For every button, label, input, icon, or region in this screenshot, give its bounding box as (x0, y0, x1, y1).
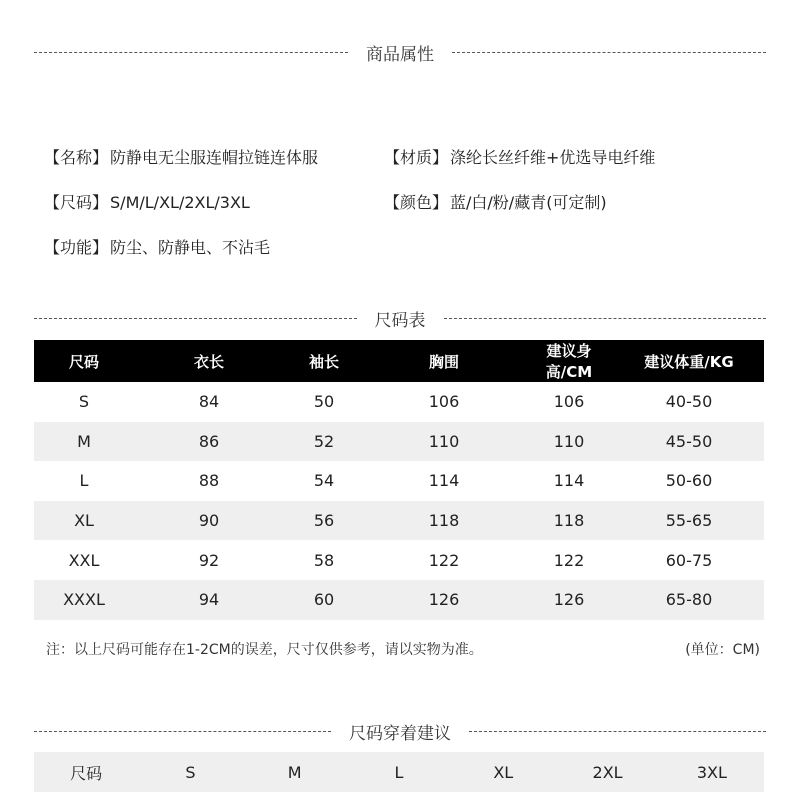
divider-right (444, 318, 767, 319)
header-height: 建议身高/CM (524, 340, 614, 382)
cell-sleeve: 52 (284, 422, 364, 462)
cell-length: 84 (198, 392, 220, 412)
size-chart-title: 尺码表 (374, 310, 426, 331)
header-length: 衣长 (134, 340, 284, 382)
recommendation-label: 尺码 (70, 763, 103, 783)
divider-right (452, 52, 766, 53)
size-recommendation-table (34, 752, 764, 792)
attr-size-label: 【尺码】 (44, 193, 109, 212)
cell-height: 118 (524, 501, 614, 541)
cell-chest: 110 (364, 422, 524, 462)
attributes-section-header (34, 37, 766, 67)
cell-sleeve: 58 (313, 550, 335, 570)
recommendation-size: L (394, 762, 404, 782)
recommendation-row (34, 752, 764, 792)
recommendation-title: 尺码穿着建议 (349, 723, 451, 744)
cell-weight: 55-65 (614, 501, 764, 541)
header-chest: 胸围 (364, 340, 524, 382)
cell-height: 114 (553, 471, 585, 491)
cell-size: L (79, 471, 89, 491)
cell-length: 92 (198, 550, 220, 570)
size-chart-section-header (34, 303, 766, 333)
recommendation-size: M (287, 762, 302, 782)
attr-material-label: 【材质】 (384, 148, 449, 167)
table-row (34, 422, 764, 462)
cell-chest: 122 (428, 550, 460, 570)
size-chart-table (34, 340, 764, 620)
cell-length: 88 (198, 471, 220, 491)
attr-material-value: 涤纶长丝纤维+优选导电纤维 (450, 148, 656, 167)
attributes-title: 商品属性 (366, 44, 434, 65)
attr-name-label: 【名称】 (44, 148, 109, 167)
header-size: 尺码 (34, 340, 134, 382)
attr-color-label: 【颜色】 (384, 193, 449, 212)
cell-sleeve: 60 (284, 580, 364, 620)
cell-size: XL (34, 501, 134, 541)
cell-size: S (78, 392, 90, 412)
divider-left (34, 52, 348, 53)
table-row (34, 580, 764, 620)
cell-sleeve: 54 (313, 471, 335, 491)
recommendation-size: 3XL (696, 762, 727, 782)
recommendation-size: 2XL (592, 762, 623, 782)
attr-name-value: 防静电无尘服连帽拉链连体服 (110, 148, 319, 167)
recommendation-section-header (34, 716, 766, 746)
cell-height: 122 (553, 550, 585, 570)
size-note: 注：以上尺码可能存在1-2CM的误差，尺寸仅供参考，请以实物为准。 (46, 642, 483, 658)
cell-weight: 40-50 (665, 392, 713, 412)
cell-height: 126 (524, 580, 614, 620)
divider-left (34, 731, 331, 732)
cell-size: XXL (68, 550, 100, 570)
unit-note: (单位：CM) (685, 642, 760, 658)
cell-length: 86 (134, 422, 284, 462)
attr-function (44, 235, 270, 258)
attr-material (384, 145, 655, 168)
recommendation-size: S (185, 762, 196, 782)
attr-function-label: 【功能】 (44, 238, 109, 257)
cell-size: M (34, 422, 134, 462)
size-chart-header-row (34, 340, 764, 382)
table-row (34, 461, 764, 501)
cell-weight: 65-80 (614, 580, 764, 620)
cell-chest: 114 (428, 471, 460, 491)
header-sleeve: 袖长 (284, 340, 364, 382)
table-row (34, 540, 764, 580)
divider-left (34, 318, 357, 319)
attr-name (44, 145, 318, 168)
cell-height: 106 (553, 392, 585, 412)
attr-size-value: S/M/L/XL/2XL/3XL (110, 193, 250, 212)
table-row (34, 382, 764, 422)
cell-chest: 126 (364, 580, 524, 620)
cell-length: 90 (134, 501, 284, 541)
attr-function-value: 防尘、防静电、不沾毛 (110, 238, 271, 257)
attr-size (44, 190, 250, 213)
cell-weight: 50-60 (665, 471, 713, 491)
attr-color-value: 蓝/白/粉/藏青(可定制) (450, 193, 607, 212)
recommendation-size: XL (493, 762, 514, 782)
cell-sleeve: 50 (313, 392, 335, 412)
cell-chest: 106 (428, 392, 460, 412)
cell-chest: 118 (364, 501, 524, 541)
header-weight: 建议体重/KG (614, 340, 764, 382)
attr-color (384, 190, 607, 213)
table-row (34, 501, 764, 541)
cell-size: XXXL (34, 580, 134, 620)
divider-right (469, 731, 766, 732)
cell-length: 94 (134, 580, 284, 620)
cell-height: 110 (524, 422, 614, 462)
cell-weight: 60-75 (665, 550, 713, 570)
cell-sleeve: 56 (284, 501, 364, 541)
cell-weight: 45-50 (614, 422, 764, 462)
